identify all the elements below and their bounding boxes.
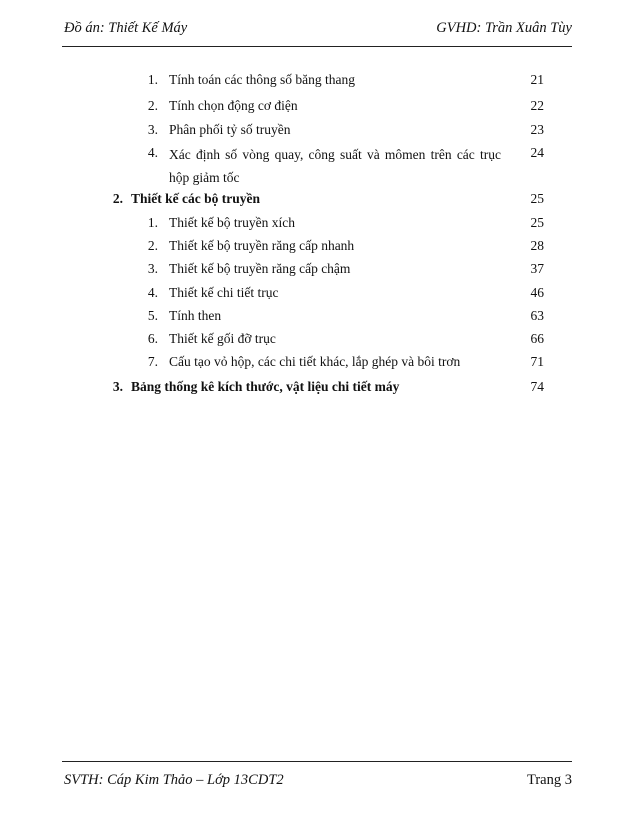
toc-entry	[0, 143, 638, 185]
toc-entry	[0, 352, 638, 372]
toc-section-number: 3.	[112, 379, 123, 394]
footer-student-info: SVTH: Cáp Kim Thảo – Lớp 13CDT2	[64, 772, 284, 788]
toc-entry-page: 23	[530, 122, 544, 137]
footer-page-number: Trang 3	[527, 772, 572, 788]
toc-section-number: 2.	[112, 191, 123, 206]
toc-entry-page: 63	[530, 308, 544, 323]
toc-entry-number: 7.	[147, 354, 158, 369]
toc-entry-title: Tính toán các thông số băng thang	[169, 72, 355, 87]
toc-entry-number: 6.	[147, 331, 158, 346]
toc-entry	[0, 259, 638, 279]
page-header	[64, 20, 572, 37]
toc-entry-number: 4.	[147, 145, 158, 160]
toc-entry-number: 3.	[147, 261, 158, 276]
toc-section-title: Thiết kế các bộ truyền	[131, 191, 260, 206]
toc-entry-title: Phân phối tỷ số truyền	[169, 122, 291, 137]
header-project-title: Đồ án: Thiết Kế Máy	[64, 20, 188, 36]
toc-entry-title: Cấu tạo vỏ hộp, các chi tiết khác, lắp ghép và bôi trơn	[169, 354, 461, 369]
toc-entry-page: 21	[530, 72, 544, 87]
toc-entry-page: 71	[530, 354, 544, 369]
toc-entry	[0, 236, 638, 256]
toc-entry-page: 66	[530, 331, 544, 346]
toc-entry-number: 1.	[147, 215, 158, 230]
toc-entry-number: 4.	[147, 285, 158, 300]
toc-entry-number: 5.	[147, 308, 158, 323]
toc-section-title: Bảng thống kê kích thước, vật liệu chi tiết máy	[131, 379, 400, 394]
toc-section-page: 74	[530, 379, 544, 394]
toc-entry-page: 24	[530, 145, 544, 160]
toc-entry-page: 22	[530, 98, 544, 113]
toc-entry	[0, 120, 638, 140]
toc-entry	[0, 329, 638, 349]
toc-entry-page: 46	[530, 285, 544, 300]
toc-entry	[0, 70, 638, 90]
toc-entry-number: 2.	[147, 98, 158, 113]
toc-entry-title: Tính chọn động cơ điện	[169, 98, 298, 113]
toc-entry-title: Xác định số vòng quay, công suất và mômen trên các trục hộp giảm tốc	[169, 147, 501, 185]
toc-entry-page: 28	[530, 238, 544, 253]
toc-entry-number: 1.	[147, 72, 158, 87]
page-footer	[64, 772, 572, 789]
header-instructor: GVHD: Trần Xuân Tùy	[436, 20, 572, 36]
toc-entry-page: 37	[530, 261, 544, 276]
toc-entry-title: Thiết kế bộ truyền răng cấp chậm	[169, 261, 351, 276]
toc-entry-page: 25	[530, 215, 544, 230]
toc-entry	[0, 213, 638, 233]
toc-entry	[0, 306, 638, 326]
toc-entry-title: Thiết kế bộ truyền xích	[169, 215, 295, 230]
toc-entry-number: 3.	[147, 122, 158, 137]
header-divider	[62, 46, 572, 47]
toc-entry	[0, 283, 638, 303]
toc-entry-title: Thiết kế chi tiết trục	[169, 285, 279, 300]
footer-divider	[62, 761, 572, 762]
toc-entry	[0, 96, 638, 116]
toc-section-page: 25	[530, 191, 544, 206]
toc-entry-title: Thiết kế gối đỡ trục	[169, 331, 276, 346]
toc-entry-title: Tính then	[169, 308, 222, 323]
toc-section	[0, 189, 638, 209]
toc-entry-title: Thiết kế bộ truyền răng cấp nhanh	[169, 238, 355, 253]
toc-section	[0, 377, 638, 397]
toc-entry-number: 2.	[147, 238, 158, 253]
